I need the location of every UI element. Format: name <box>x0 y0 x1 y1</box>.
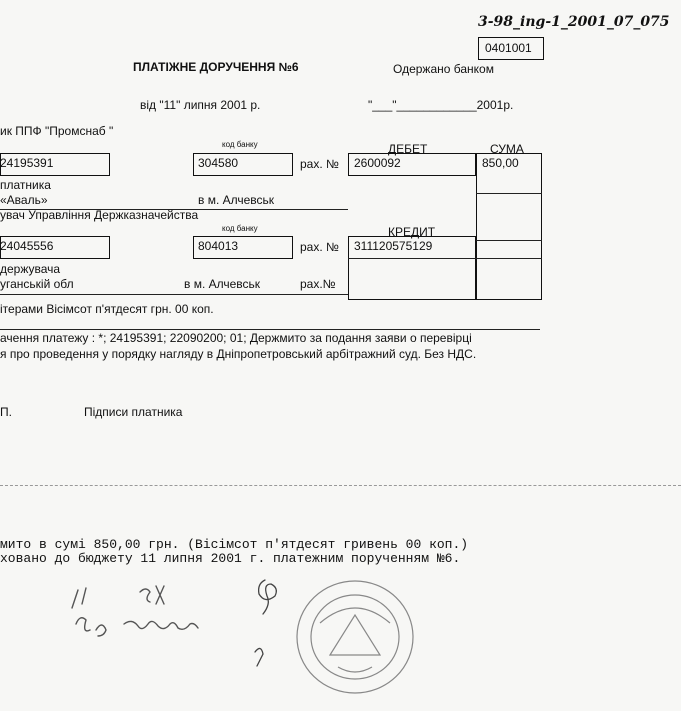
recipient-account-label: рах. № <box>300 240 339 254</box>
bank-note-line-1: мито в сумі 850,00 грн. (Вісімсот п'ятдесят гривень 00 коп.) <box>0 537 469 552</box>
recipient-bank-city: в м. Алчевськ <box>184 277 261 291</box>
round-seal-stamp <box>290 575 420 700</box>
recipient-bank-label: держувача <box>0 262 61 276</box>
amount-in-words: ітерами Вісімсот п'ятдесят грн. 00 коп. <box>0 302 214 316</box>
recipient-bank-code: 804013 <box>198 239 239 253</box>
payer-bank-name: «Аваль» <box>0 193 48 207</box>
handwritten-signature <box>60 580 260 660</box>
page-fold-line <box>0 485 681 486</box>
credit-label: КРЕДИТ <box>388 225 436 239</box>
recipient-account-label-2: рах.№ <box>300 277 336 291</box>
payment-purpose-line-2: я про проведення у порядку нагляду в Дніпропетровський арбітражний суд. Без НДС. <box>0 347 477 361</box>
sum-label: СУМА <box>490 142 524 156</box>
payer-account: 2600092 <box>354 156 401 170</box>
bank-note-line-2: ховано до бюджету 11 липня 2001 г. платежним порученням №6. <box>0 551 461 566</box>
recipient-name: увач Управління Держказначейства <box>0 208 199 222</box>
sum-column-box <box>476 153 542 300</box>
payer-bank-code-label: код банку <box>222 140 258 149</box>
recipient-bank-code-label: код банку <box>222 224 258 233</box>
recipient-bank-region: уганській обл <box>0 277 74 291</box>
handwritten-scribble <box>245 572 285 672</box>
payer-bank-label: платника <box>0 178 51 192</box>
payer-signatures-label: Підписи платника <box>84 405 183 419</box>
received-by-bank-label: Одержано банком <box>393 62 494 76</box>
payment-purpose-line-1: ачення платежу : *; 24195391; 22090200; 01; Держмито за подання заяви о перевірці <box>0 331 472 345</box>
debit-label: ДЕБЕТ <box>388 142 428 156</box>
amount: 850,00 <box>482 156 519 170</box>
document-title: ПЛАТІЖНЕ ДОРУЧЕННЯ №6 <box>133 60 299 74</box>
payer-bank-city: в м. Алчевськ <box>198 193 275 207</box>
document-date: від "11" липня 2001 р. <box>140 98 261 112</box>
payer-name: ик ППФ "Промснаб " <box>0 124 114 138</box>
recipient-account: 311120575129 <box>354 239 433 253</box>
archive-stamp-id: 3-98_ing-1_2001_07_075 <box>478 14 670 30</box>
payer-account-label: рах. № <box>300 157 339 171</box>
seal-mark: П. <box>0 405 12 419</box>
recipient-code: 24045556 <box>0 239 54 253</box>
received-date: "___"____________2001р. <box>368 98 514 112</box>
payer-bank-code: 304580 <box>198 156 239 170</box>
payer-code: 24195391 <box>0 156 54 170</box>
form-code: 0401001 <box>485 41 532 55</box>
